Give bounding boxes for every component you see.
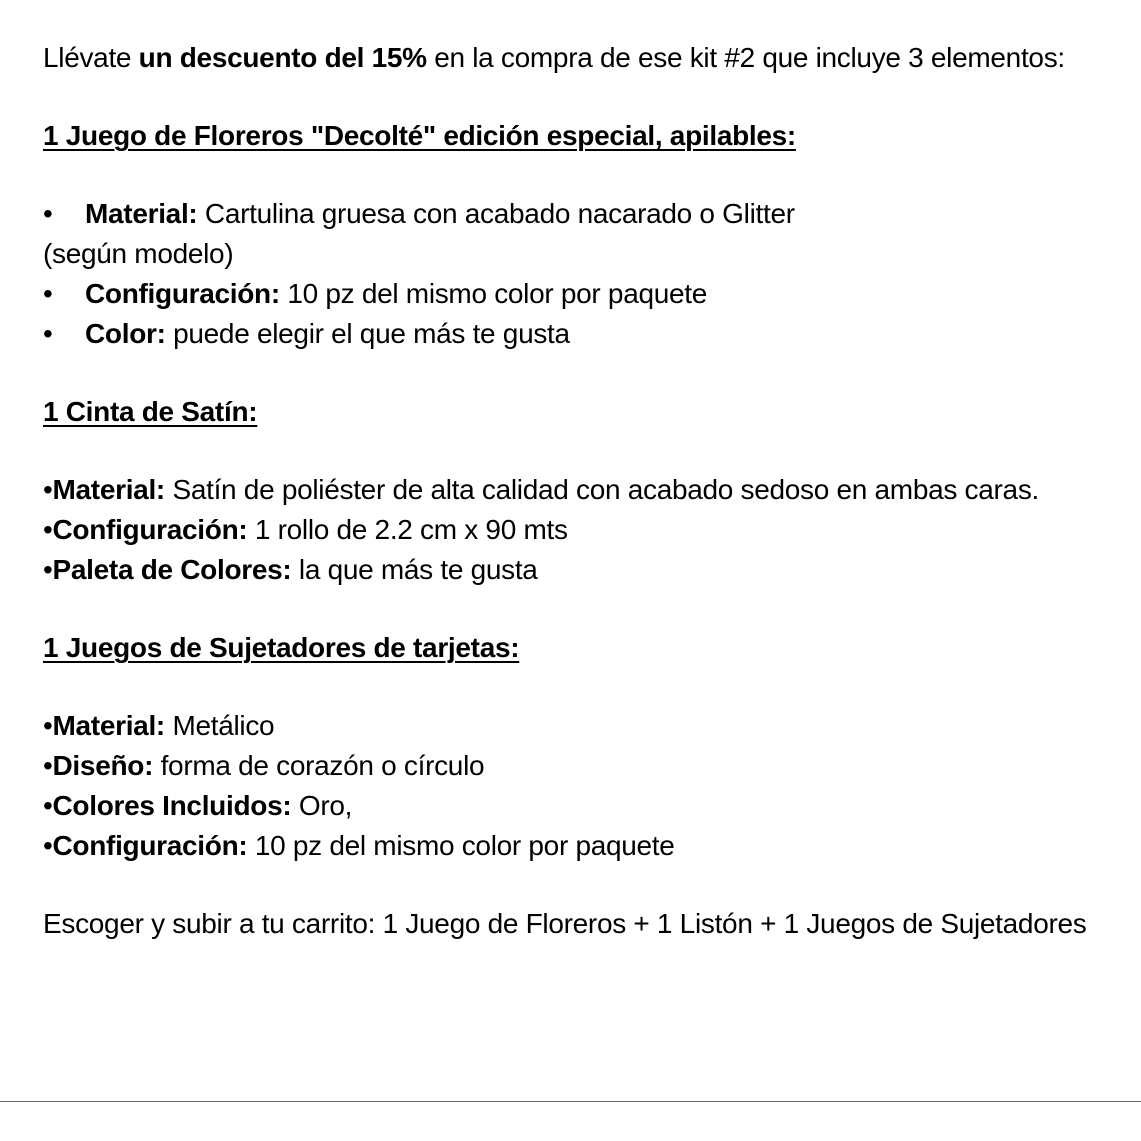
item-label: Configuración: — [52, 830, 248, 861]
item-text: 10 pz del mismo color por paquete — [279, 278, 708, 309]
intro-paragraph — [43, 38, 1113, 78]
list-item — [43, 550, 1113, 590]
list-item — [43, 826, 1113, 866]
item-text: Satín de poliéster de alta calidad con acabado sedoso en ambas caras. — [164, 474, 1039, 505]
item-label: Diseño: — [52, 750, 154, 781]
item-text: Oro, — [291, 790, 353, 821]
item-label: Material: — [52, 474, 165, 505]
item-label: Paleta de Colores: — [52, 554, 292, 585]
list-item — [43, 314, 1113, 354]
spacer — [43, 866, 1113, 904]
item-text: 10 pz del mismo color por paquete — [247, 830, 675, 861]
section-heading-floreros: 1 Juego de Floreros "Decolté" edición especial, apilables: — [43, 120, 796, 151]
list-item — [43, 510, 1113, 550]
spacer — [43, 78, 1113, 116]
item-continuation: (según modelo) — [43, 238, 234, 269]
bullet-icon: • — [43, 790, 53, 821]
bullet-icon: • — [43, 474, 53, 505]
intro-suffix: en la compra de ese kit #2 que incluye 3 elementos: — [426, 42, 1065, 73]
item-label: Configuración: — [52, 514, 248, 545]
list-item — [43, 786, 1113, 826]
section-heading-cinta: 1 Cinta de Satín: — [43, 396, 258, 427]
intro-prefix: Llévate — [43, 42, 139, 73]
list-item — [43, 194, 1113, 234]
bullet-icon: • — [43, 318, 53, 349]
spacer — [43, 668, 1113, 706]
bullet-icon: • — [43, 514, 53, 545]
spacer — [43, 156, 1113, 194]
item-text: forma de corazón o círculo — [153, 750, 485, 781]
intro-discount: un descuento del 15% — [138, 42, 427, 73]
list-item — [43, 706, 1113, 746]
item-text: 1 rollo de 2.2 cm x 90 mts — [247, 514, 568, 545]
item-text: Metálico — [164, 710, 275, 741]
footer-paragraph: Escoger y subir a tu carrito: 1 Juego de Floreros + 1 Listón + 1 Juegos de Sujetadores — [43, 908, 1087, 939]
bullet-icon: • — [43, 198, 53, 229]
spacer — [43, 590, 1113, 628]
list-item — [43, 274, 1113, 314]
list-item — [43, 746, 1113, 786]
bullet-icon: • — [43, 554, 53, 585]
item-label: Colores Incluidos: — [52, 790, 292, 821]
item-label: Configuración: — [85, 278, 280, 309]
section-heading-sujetadores: 1 Juegos de Sujetadores de tarjetas: — [43, 632, 520, 663]
item-text: Cartulina gruesa con acabado nacarado o Glitter — [197, 198, 795, 229]
spacer — [43, 432, 1113, 470]
item-text: puede elegir el que más te gusta — [165, 318, 570, 349]
bullet-icon: • — [43, 750, 53, 781]
bullet-icon: • — [43, 278, 53, 309]
bullet-icon: • — [43, 830, 53, 861]
item-label: Color: — [85, 318, 166, 349]
spacer — [43, 354, 1113, 392]
bottom-divider — [0, 1101, 1141, 1102]
document-body — [43, 38, 1113, 944]
list-item — [43, 470, 1113, 510]
item-label: Material: — [52, 710, 165, 741]
bullet-icon: • — [43, 710, 53, 741]
item-text: la que más te gusta — [291, 554, 538, 585]
item-label: Material: — [85, 198, 198, 229]
